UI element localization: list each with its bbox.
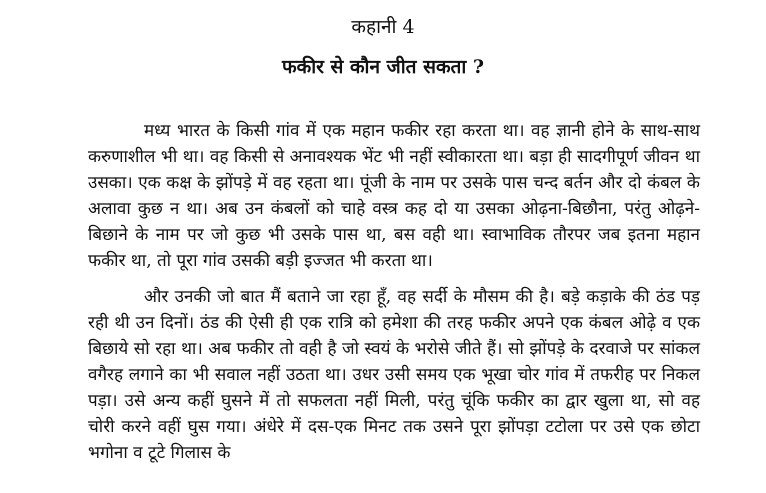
story-body <box>88 118 700 466</box>
paragraph: और उनकी जो बात मैं बताने जा रहा हूँ, वह सर्दी के मौसम की है। बड़े कड़ाके की ठंड पड़ रही थी उन दिनों। ठंड की ऐसी ही एक रात्रि को हमेशा की तरह फकीर अपने एक कंबल ओढ़े व एक बिछाये सो रहा था। अब फकीर तो वही है जो स्वयं के भरोसे जीते हैं। सो झोंपड़े के दरवाजे पर सांकल वगैरह लगाने का भी सवाल नहीं उठता था। उधर उसी समय एक भूखा चोर गांव में तफरीह पर निकल पड़ा। उसे अन्य कहीं घुसने में तो सफलता नहीं मिली, परंतु चूंकि फकीर का द्वार खुला था, सो वह चोरी करने वहीं घुस गया। अंधेरे में दस-एक मिनट तक उसने पूरा झोंपड़ा टटोला पर उसे एक छोटा भगोना व टूटे गिलास के <box>88 287 700 463</box>
story-title: फकीर से कौन जीत सकता ? <box>281 56 485 78</box>
paragraph: मध्य भारत के किसी गांव में एक महान फकीर रहा करता था। वह ज्ञानी होने के साथ-साथ करुणाशील भी था। वह किसी से अनावश्यक भेंट भी नहीं स्वीकारता था। बड़ा ही सादगीपूर्ण जीवन था उसका। एक कक्ष के झोंपड़े में वह रहता था। पूंजी के नाम पर उसके पास चन्द बर्तन और दो कंबल के अलावा कुछ न था। अब उन कंबलों को चाहे वस्त्र कह दो या उसका ओढ़ना-बिछौना, परंतु ओढ़ने-बिछाने के नाम पर जो कुछ भी उसके पास था, बस वही था। स्वाभाविक तौरपर जब इतना महान फकीर था, तो पूरा गांव उसकी बड़ी इज्जत भी करता था। <box>88 121 700 271</box>
chapter-label: कहानी 4 <box>351 16 415 38</box>
